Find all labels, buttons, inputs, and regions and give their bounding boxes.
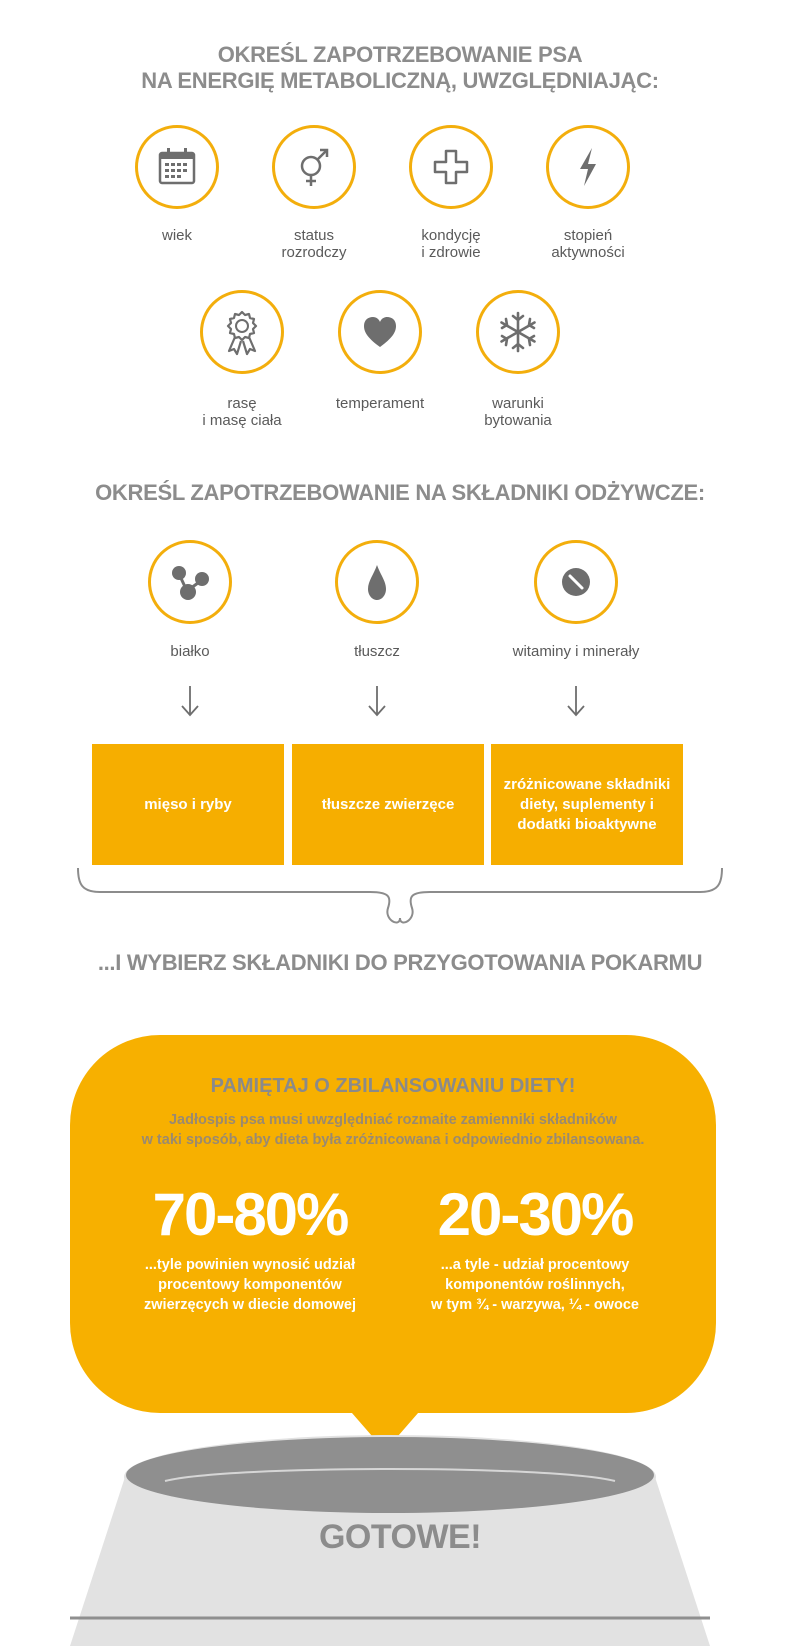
section3-title: ...I WYBIERZ SKŁADNIKI DO PRZYGOTOWANIA POKARMU bbox=[97, 950, 703, 975]
plant-percentage: 20-30% bbox=[437, 1181, 633, 1248]
bowl-label: GOTOWE! bbox=[318, 1518, 482, 1556]
curly-brace bbox=[70, 862, 730, 932]
bubble-title: PAMIĘTAJ O ZBILANSOWANIU DIETY! bbox=[210, 1075, 576, 1097]
gender-icon bbox=[289, 142, 339, 192]
gender-icon-circle bbox=[272, 125, 356, 209]
box-tluszcze: tłuszcze zwierzęce bbox=[292, 744, 484, 865]
animal-desc-line3: zwierzęcych w diecie domowej bbox=[144, 1297, 356, 1313]
heart-icon-circle bbox=[338, 290, 422, 374]
pill-icon bbox=[551, 557, 601, 607]
molecule-icon-circle bbox=[148, 540, 232, 624]
caption-wiek: wiek bbox=[161, 227, 192, 244]
pill-icon-circle bbox=[534, 540, 618, 624]
snowflake-icon bbox=[493, 307, 543, 357]
section1-title-line1: OKREŚL ZAPOTRZEBOWANIE PSA bbox=[217, 42, 583, 67]
medical-cross-icon bbox=[426, 142, 476, 192]
bubble-subtitle-line1: Jadłospis psa musi uwzględniać rozmaite zamienniki składników bbox=[168, 1112, 618, 1128]
calendar-icon-circle bbox=[135, 125, 219, 209]
arrow-down-icon bbox=[365, 684, 389, 718]
box-mieso: mięso i ryby bbox=[92, 744, 284, 865]
animal-desc-line2: procentowy komponentów bbox=[158, 1277, 342, 1293]
caption-aktywnosc: stopień aktywności bbox=[551, 227, 625, 261]
section2-title: OKREŚL ZAPOTRZEBOWANIE NA SKŁADNIKI ODŻYWCZE: bbox=[95, 480, 705, 505]
rosette-icon bbox=[217, 307, 267, 357]
box-zroznicowane: zróżnicowane składniki diety, suplementy i dodatki bioaktywne bbox=[491, 744, 683, 865]
lightning-icon bbox=[563, 142, 613, 192]
caption-rasa: rasę i masę ciała bbox=[202, 395, 282, 429]
plant-desc-line3: w tym ¾ - warzywa, ¼ - owoce bbox=[431, 1297, 639, 1313]
caption-temperament: temperament bbox=[335, 395, 425, 412]
drop-icon-circle bbox=[335, 540, 419, 624]
caption-status: status rozrodczy bbox=[281, 227, 347, 261]
calendar-icon bbox=[152, 142, 202, 192]
caption-witaminy: witaminy i minerały bbox=[512, 643, 640, 660]
arrow-down-icon bbox=[178, 684, 202, 718]
drop-icon bbox=[352, 557, 402, 607]
animal-percentage: 70-80% bbox=[152, 1181, 348, 1248]
lightning-icon-circle bbox=[546, 125, 630, 209]
caption-bialko: białko bbox=[170, 643, 210, 660]
heart-icon bbox=[355, 307, 405, 357]
animal-desc-line1: ...tyle powinien wynosić udział bbox=[144, 1257, 356, 1273]
molecule-icon bbox=[165, 557, 215, 607]
snowflake-icon-circle bbox=[476, 290, 560, 374]
section1-title-line2: NA ENERGIĘ METABOLICZNĄ, UWZGLĘDNIAJĄC: bbox=[141, 68, 659, 93]
plant-desc-line1: ...a tyle - udział procentowy bbox=[440, 1257, 630, 1273]
caption-tluszcz: tłuszcz bbox=[354, 643, 400, 660]
plant-desc-line2: komponentów roślinnych, bbox=[445, 1277, 625, 1293]
rosette-icon-circle bbox=[200, 290, 284, 374]
caption-kondycja: kondycję i zdrowie bbox=[421, 227, 481, 261]
bubble-subtitle-line2: w taki sposób, aby dieta była zróżnicowana i odpowiednio zbilansowana. bbox=[141, 1132, 645, 1148]
arrow-down-icon bbox=[564, 684, 588, 718]
caption-warunki: warunki bytowania bbox=[484, 395, 552, 429]
medical-cross-icon-circle bbox=[409, 125, 493, 209]
